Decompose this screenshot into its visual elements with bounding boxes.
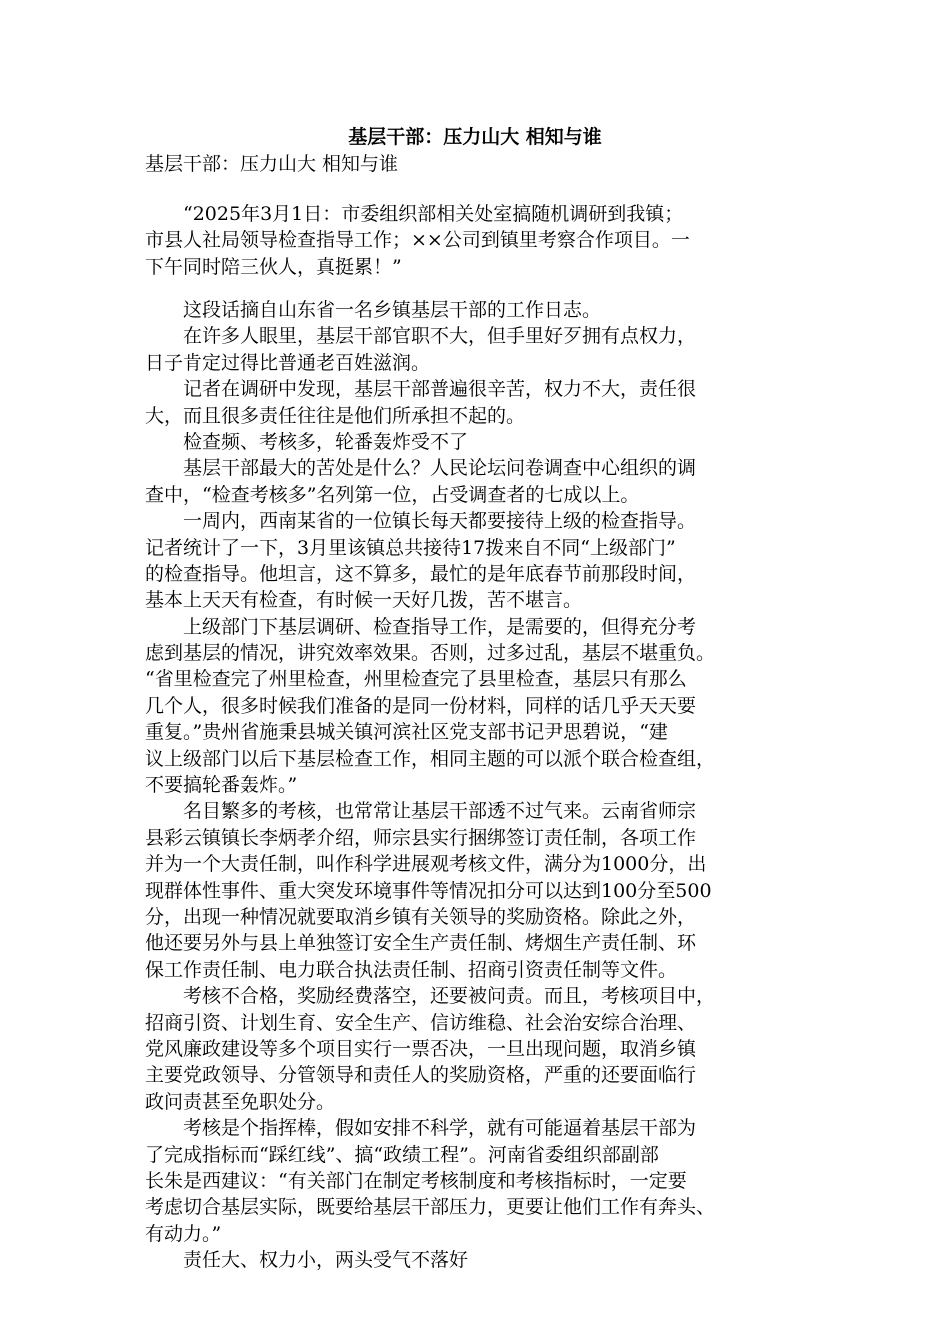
text-line: 他还要另外与县上单独签订安全生产责任制、烤烟生产责任制、环 xyxy=(145,932,697,955)
text-line: 一周内，西南某省的一位镇长每天都要接待上级的检查指导。 xyxy=(145,510,697,533)
text-line: “省里检查完了州里检查，州里检查完了县里检查，基层只有那么 xyxy=(145,668,687,691)
text-line: 重复。”贵州省施秉县城关镇河滨社区党支部书记尹思碧说，“建 xyxy=(145,721,668,744)
text-line: 考虑切合基层实际，既要给基层干部压力，更要让他们工作有奔头、 xyxy=(145,1196,716,1219)
text-line: 现群体性事件、重大突发环境事件等情况扣分可以达到100分至500 xyxy=(145,879,712,902)
text-line: 上级部门下基层调研、检查指导工作，是需要的，但得充分考 xyxy=(145,615,697,638)
text-line: 基本上天天有检查，有时候一天好几拨，苦不堪言。 xyxy=(145,589,583,612)
text-line: 政问责甚至免职处分。 xyxy=(145,1090,336,1113)
text-line: 虑到基层的情况，讲究效率效果。否则，过多过乱，基层不堪重负。 xyxy=(145,642,716,665)
text-line: 大，而且很多责任往往是他们所承担不起的。 xyxy=(145,404,526,427)
text-line: 了完成指标而“踩红线”、搞“政绩工程”。河南省委组织部副部 xyxy=(145,1143,659,1166)
text-line: 的检查指导。他坦言，这不算多，最忙的是年底春节前那段时间， xyxy=(145,562,697,585)
text-line: “2025年3月1日：市委组织部相关处室搞随机调研到我镇； xyxy=(145,203,684,225)
text-line: 基层干部最大的苦处是什么？人民论坛问卷调查中心组织的调 xyxy=(145,457,697,480)
text-line: 名目繁多的考核，也常常让基层干部透不过气来。云南省师宗 xyxy=(145,800,697,823)
document-title: 基层干部：压力山大 相知与谁 xyxy=(348,126,602,148)
text-line: 考核不合格，奖励经费落空，还要被问责。而且，考核项目中， xyxy=(145,985,716,1008)
text-line: 日子肯定过得比普通老百姓滋润。 xyxy=(145,351,431,374)
text-line: 记者统计了一下，3月里该镇总共接待17拨来自不同“上级部门” xyxy=(145,536,676,559)
article-body xyxy=(145,297,815,1273)
text-line: 下午同时陪三伙人，真挺累！” xyxy=(145,255,402,278)
quote-paragraph xyxy=(145,201,815,280)
text-line: 记者在调研中发现，基层干部普遍很辛苦，权力不大，责任很 xyxy=(145,378,697,401)
text-line: 几个人，很多时候我们准备的是同一份材料，同样的话几乎天天要 xyxy=(145,694,697,717)
text-line: 并为一个大责任制，叫作科学进展观考核文件，满分为1000分，出 xyxy=(145,853,707,876)
text-line: 不要搞轮番轰炸。” xyxy=(145,774,298,797)
text-line: 有动力。” xyxy=(145,1222,222,1245)
document-subtitle: 基层干部：压力山大 相知与谁 xyxy=(145,153,399,175)
text-line: 市县人社局领导检查指导工作；××公司到镇里考察合作项目。一 xyxy=(145,229,690,252)
text-line: 党风廉政建设等多个项目实行一票否决，一旦出现问题，取消乡镇 xyxy=(145,1037,697,1060)
text-line: 分，出现一种情况就要取消乡镇有关领导的奖励资格。除此之外， xyxy=(145,905,697,928)
text-line: 考核是个指挥棒，假如安排不科学，就有可能逼着基层干部为 xyxy=(145,1117,697,1140)
text-line: 县彩云镇镇长李炳孝介绍，师宗县实行捆绑签订责任制，各项工作 xyxy=(145,826,697,849)
text-line: 议上级部门以后下基层检查工作，相同主题的可以派个联合检查组， xyxy=(145,747,716,770)
text-line: 长朱是西建议：“有关部门在制定考核制度和考核指标时，一定要 xyxy=(145,1169,687,1192)
text-line: 招商引资、计划生育、安全生产、信访维稳、社会治安综合治理、 xyxy=(145,1011,697,1034)
text-line: 在许多人眼里，基层干部官职不大，但手里好歹拥有点权力， xyxy=(145,325,697,348)
text-line: 主要党政领导、分管领导和责任人的奖励资格，严重的还要面临行 xyxy=(145,1064,697,1087)
section-heading: 检查频、考核多，轮番轰炸受不了 xyxy=(145,430,469,453)
text-line: 查中，“检查考核多”名列第一位，占受调查者的七成以上。 xyxy=(145,483,640,506)
text-line: 这段话摘自山东省一名乡镇基层干部的工作日志。 xyxy=(145,299,602,321)
section-heading: 责任大、权力小，两头受气不落好 xyxy=(145,1249,469,1272)
text-line: 保工作责任制、电力联合执法责任制、招商引资责任制等文件。 xyxy=(145,958,678,981)
